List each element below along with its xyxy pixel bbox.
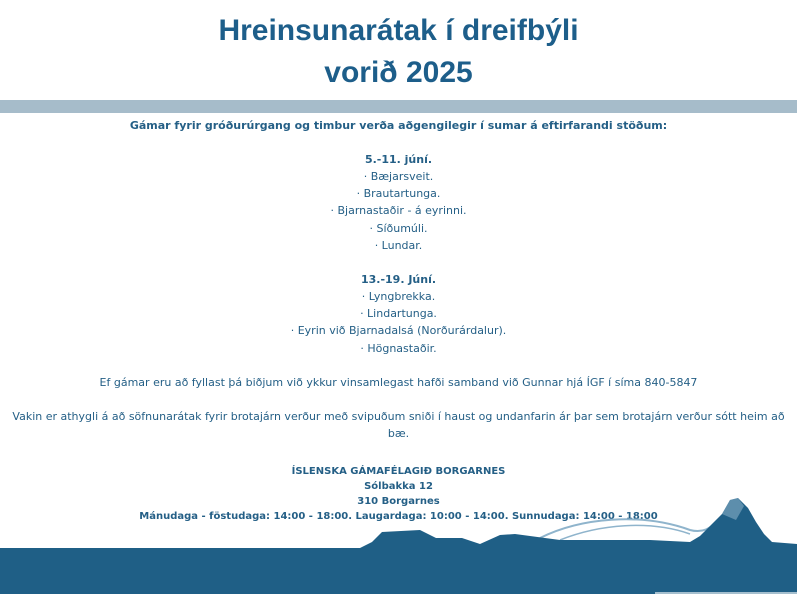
company-city: 310 Borgarnes <box>357 495 440 507</box>
location-item: · Bjarnastaðir - á eyrinni. <box>330 204 467 218</box>
period-block-2 <box>0 271 797 357</box>
location-item: · Lindartunga. <box>360 307 437 321</box>
mountain-landscape-illustration <box>0 490 797 594</box>
location-item: · Brautartunga. <box>356 187 441 201</box>
title-line-1: Hreinsunarátak í dreifbýli <box>218 14 579 47</box>
location-item: · Lundar. <box>374 238 423 252</box>
notice-content <box>0 118 797 524</box>
intro-text: Gámar fyrir gróðurúrgang og timbur verða aðgengilegir í sumar á eftirfarandi stöðum: <box>129 119 668 132</box>
period-block-1 <box>0 151 797 254</box>
location-item: · Högnastaðir. <box>360 341 437 355</box>
company-street: Sólbakka 12 <box>364 480 433 492</box>
page-title <box>0 10 797 94</box>
title-line-2: vorið 2025 <box>324 56 473 89</box>
scrap-metal-note: Vakin er athygli á að söfnunarátak fyrir brotajárn verður með svipuðum sniði í haust og undanfarin ár þar sem brotajárn verður sótt heim að bæ. <box>12 409 785 440</box>
spacer <box>0 254 797 271</box>
contact-note: Ef gámar eru að fyllast þá biðjum við ykkur vinsamlegast hafði samband við Gunnar hjá ÍGF í síma 840-5847 <box>99 375 698 389</box>
spacer <box>0 391 797 408</box>
company-name: ÍSLENSKA GÁMAFÉLAGIÐ BORGARNES <box>291 465 506 477</box>
period-heading: 5.-11. júní. <box>364 153 433 166</box>
opening-hours: Mánudaga - föstudaga: 14:00 - 18:00. Laugardaga: 10:00 - 14:00. Sunnudaga: 14:00 - 18:00 <box>139 510 658 522</box>
location-item: · Síðumúli. <box>369 221 428 235</box>
location-item: · Lyngbrekka. <box>361 290 436 304</box>
spacer <box>0 357 797 374</box>
header-band <box>0 100 797 113</box>
spacer <box>0 442 797 464</box>
location-item: · Bæjarsveit. <box>363 170 434 183</box>
spacer <box>0 134 797 151</box>
period-heading: 13.-19. Júní. <box>360 273 437 287</box>
location-item: · Eyrin við Bjarnadalsá (Norðurárdalur). <box>290 324 507 338</box>
